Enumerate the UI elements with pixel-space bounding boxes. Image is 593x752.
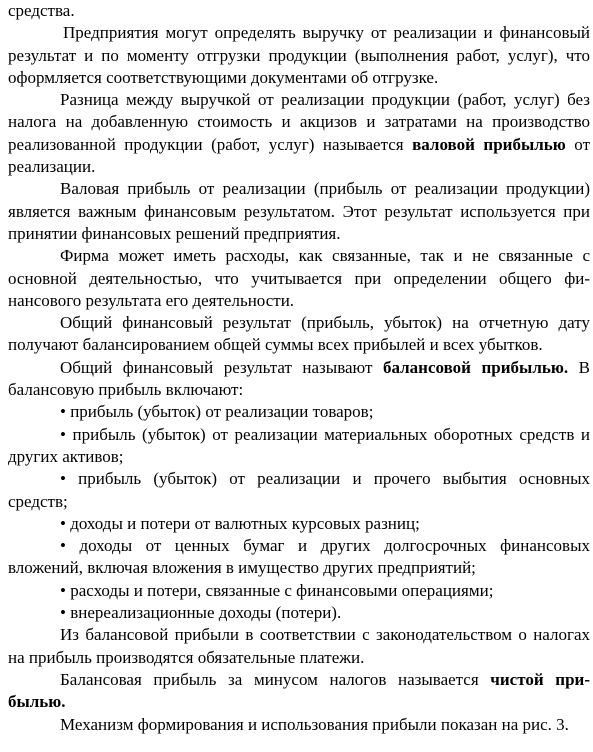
text-run: Общий финансовый результат называют: [60, 357, 383, 377]
text-run: • доходы и потери от валютных курсовых разниц;: [60, 513, 420, 533]
paragraph-balance-profit-definition: [8, 357, 590, 402]
list-item: [8, 424, 590, 469]
text-run: Общий финансовый результат (прибыль, убыток) на отчетную дату получают балансированием общей суммы всех прибылей и всех убытков.: [8, 313, 590, 355]
list-item: [8, 580, 590, 602]
paragraph-gross-profit-importance: [8, 178, 590, 245]
term-net-profit: чистой прибылью.: [8, 669, 590, 712]
paragraph-continuation: [8, 0, 590, 22]
term-gross-profit: валовой прибылью: [412, 134, 566, 154]
text-run: • прибыль (убыток) от реализации товаров;: [60, 402, 374, 422]
text-run: Балансовая прибыль за минусом налогов называется: [60, 669, 491, 689]
list-item: [8, 401, 590, 423]
term-balance-profit: балансовой прибылью.: [383, 357, 569, 377]
text-run: Из балансовой прибыли в соответствии с законодательством о налогах на прибыль производятся обязательные платежи.: [8, 625, 590, 667]
text-run: В балансовую прибыль включают:: [8, 357, 590, 400]
text-run: • доходы от ценных бумаг и других долгосрочных финансовых вложений, включая вложения в имущество других предприятий;: [8, 536, 590, 578]
document-page: [8, 0, 590, 736]
list-item: [8, 602, 590, 624]
list-item: [8, 468, 590, 513]
text-run: • расходы и потери, связанные с финансовыми операциями;: [60, 580, 494, 600]
text-run: Фирма может иметь расходы, как связанные, так и не связанные с основной деятельностью, что учитывается при определении общего финансового результата его деятельности.: [8, 246, 590, 310]
paragraph-mandatory-payments: [8, 624, 590, 669]
paragraph-gross-profit-definition: [8, 89, 590, 178]
text-run: Валовая прибыль от реализации (прибыль от реализации продукции) является важным финансовым результатом. Этот результат используется при принятии финансовых решений предприятия.: [8, 179, 590, 243]
list-item: [8, 535, 590, 580]
text-run: • прибыль (убыток) от реализации и прочего выбытия основных средств;: [8, 469, 590, 511]
text-run: Предприятия могут определять выручку от реализации и финансовый результат и по моменту отгрузки продукции (выполнения работ, услуг), что оформляется соответствующими документами об отгрузке.: [8, 23, 590, 87]
text-run: • прибыль (убыток) от реализации материальных оборотных средств и других активов;: [8, 424, 590, 466]
paragraph-expenses: [8, 245, 590, 312]
paragraph-overall-result: [8, 312, 590, 357]
list-item: [8, 513, 590, 535]
text-run: Разница между выручкой от реализации продукции (работ, услуг) без налога на добавленную стоимость и акцизов и затратами на производство реализованной продукции (работ, услуг) называется: [8, 90, 590, 154]
paragraph-figure-reference: [8, 714, 590, 736]
paragraph-revenue-shipment: [8, 22, 590, 89]
text-run: Механизм формирования и использования прибыли показан на рис. 3.: [60, 714, 569, 734]
text-run: средства.: [8, 1, 75, 20]
text-run: от реализации.: [8, 134, 590, 177]
paragraph-net-profit-definition: [8, 669, 590, 714]
text-run: • внереализационные доходы (потери).: [60, 603, 342, 623]
